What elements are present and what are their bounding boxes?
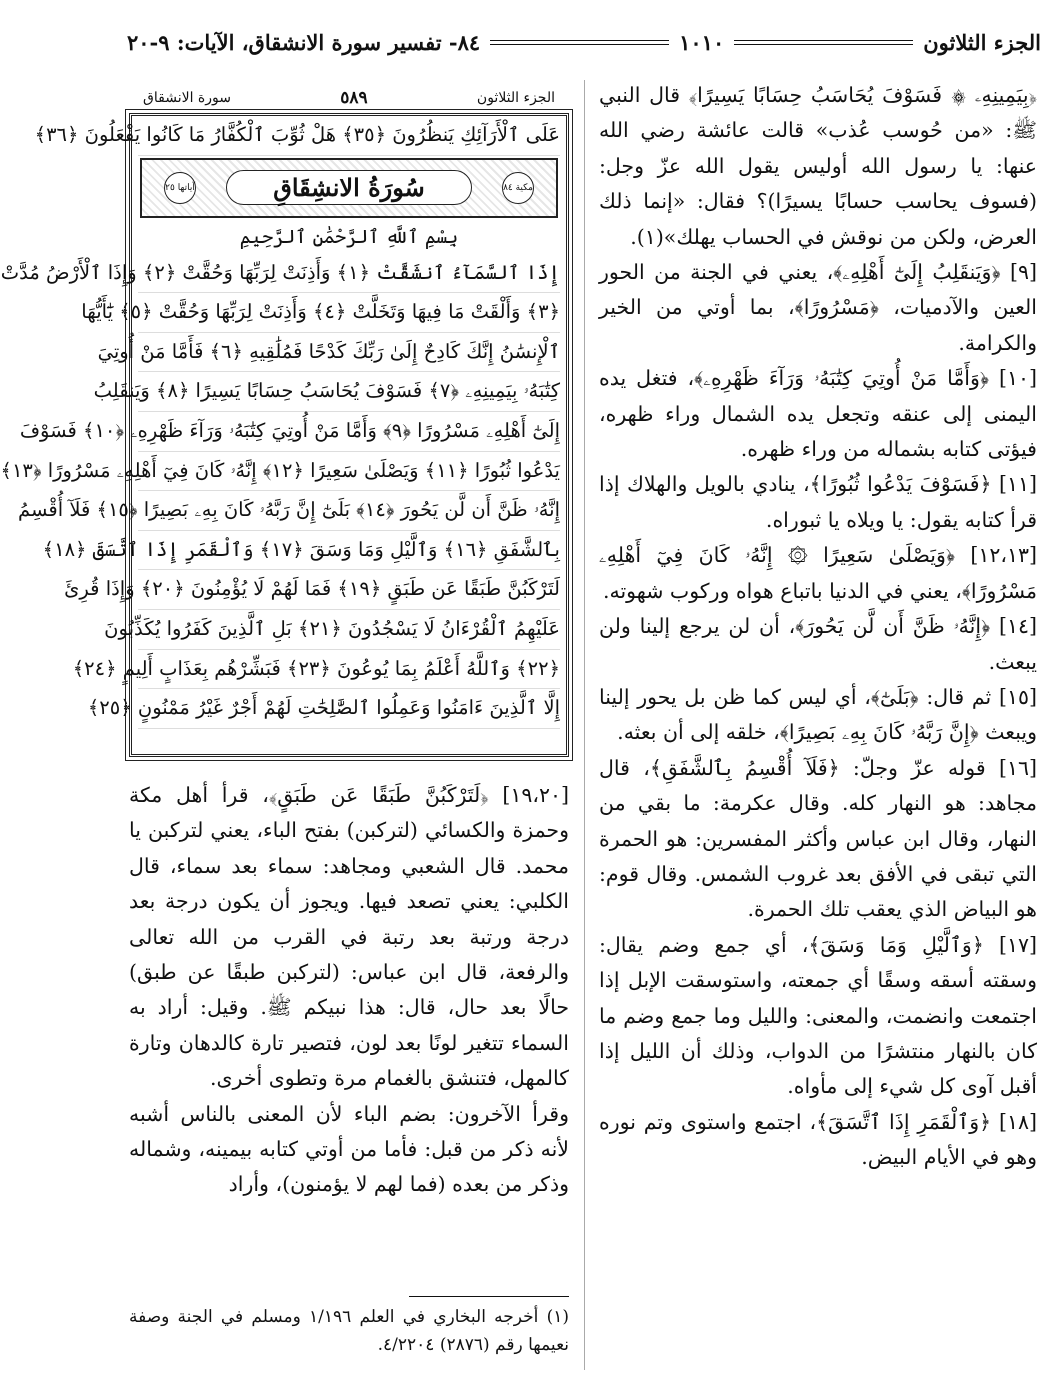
paragraph: [١٢،١٣] ﴿وَيَصْلَىٰ سَعِيرًا ۞ إِنَّهُۥ كَانَ فِيٓ أَهْلِهِۦ مَسْرُورًا﴾، يعني في الدنيا باتباع هواه وركوب شهوته. xyxy=(599,543,1037,603)
column-divider xyxy=(584,80,585,1370)
paragraph: ﴿بِيَمِينِهِۦ ۞ فَسَوْفَ يُحَاسَبُ حِسَابًا يَسِيرًا﴾ قال النبي ﷺ: «من حُوسب عُذب» قالت عائشة رضي الله عنها: يا رسول الله أوليس يقول الله عزّ وجل: (فسوف يحاسب حسابًا يسيرًا)؟ فقال: «إنما ذلك العرض، ولكن من نوقش في الحساب يهلك»(١). xyxy=(599,83,1037,249)
mushaf-part-label: الجزء الثلاثون xyxy=(476,90,555,106)
footnote: (١) أخرجه البخاري في العلم ١/١٩٦ ومسلم في الجنة وصفة نعيمها رقم (٢٨٧٦) ٤/٢٢٠٤. xyxy=(129,1307,569,1355)
surah-medal-left: آياتها ٢٥ xyxy=(164,172,196,204)
quran-line: لَتَرْكَبُنَّ طَبَقًا عَن طَبَقٍ ﴿١٩﴾ فَمَا لَهُمْ لَا يُؤْمِنُونَ ﴿٢٠﴾ وَإِذَا قُرِئَ xyxy=(138,570,560,610)
mushaf-frame xyxy=(0,113,569,757)
running-header xyxy=(127,22,1041,62)
paragraph: [١٥] ثم قال: ﴿بَلَىٰٓ﴾، أي ليس كما ظن بل يحور إلينا ويبعث ﴿إِنَّ رَبَّهُۥ كَانَ بِهِۦ بَصِيرًا﴾، خلقه إلى أن بعثه. xyxy=(599,684,1037,745)
paragraph: [١٩،٢٠] ﴿لَتَرْكَبُنَّ طَبَقًا عَن طَبَقٍ﴾، قرأ أهل مكة وحمزة والكسائي (لتركبن) بفتح الباء، يعني لتركبن يا محمد. قال الشعبي ومجاهد: سماء بعد سماء، قال الكلبي: يعني تصعد فيها. ويجوز أن يكون درجة بعد درجة ورتبة بعد رتبة في القرب من الله تعالى والرفعة، قال ابن عباس: (لتركبن طبقًا عن طبق) حالًا بعد حال، قال: هذا نبيكم ﷺ. وقيل: أراد به السماء تتغير لونًا بعد لون، فتصير تارة كالدهان وتارة كالمهل، فتنشق بالغمام مرة وتطوى أخرى. xyxy=(129,783,569,1091)
page-number: ١٠١٠ xyxy=(679,29,725,55)
paragraph: [١٤] ﴿إِنَّهُۥ ظَنَّ أَن لَّن يَحُورَ﴾، أن لن يرجع إلينا ولن يبعث. xyxy=(599,614,1037,674)
paragraph: [١٧] ﴿وَٱلَّيْلِ وَمَا وَسَقَ﴾، أي جمع وضم يقال: وسقته أسقه وسقًا أي جمعته، واستوسقت الإبل إذا اجتمعت وانضمت، والمعنى: والليل وما جمع وضم ما كان بالنهار منتشرًا من الدواب، وذلك أن الليل إذا أقبل آوى كل شيء إلى مأواه. xyxy=(599,932,1037,1099)
part-label: الجزء الثلاثون xyxy=(923,29,1041,55)
quran-line: يَدْعُوا ثُبُورًا ﴿١١﴾ وَيَصْلَىٰ سَعِيرًا ﴿١٢﴾ إِنَّهُۥ كَانَ فِيٓ أَهْلِهِۦ مَسْرُورًا ﴿١٣﴾ xyxy=(138,452,560,492)
header-rule-left xyxy=(490,40,669,45)
quran-line: ﴿٢٢﴾ وَٱللَّهُ أَعْلَمُ بِمَا يُوعُونَ ﴿٢٣﴾ فَبَشِّرْهُم بِعَذَابٍ أَلِيمٍ ﴿٢٤﴾ xyxy=(138,650,560,690)
paragraph: [١٨] ﴿وَٱلْقَمَرِ إِذَا ٱتَّسَقَ﴾، اجتمع واستوى وتم نوره وهو في الأيام البيض. xyxy=(599,1109,1037,1170)
section-title: ٨٤- تفسير سورة الانشقاق، الآيات: ٩-٢٠ xyxy=(126,29,481,55)
mushaf-page-number: ٥٨٩ xyxy=(340,88,368,108)
paragraph: [١١] ﴿فَسَوْفَ يَدْعُوا ثُبُورًا﴾، ينادي بالويل والهلاك إذا قرأ كتابه يقول: يا ويلاه يا ثبوراه. xyxy=(599,472,1037,532)
mushaf-page-header xyxy=(129,85,569,111)
quran-line: ﴿٣﴾ وَأَلْقَتْ مَا فِيهَا وَتَخَلَّتْ ﴿٤﴾ وَأَذِنَتْ لِرَبِّهَا وَحُقَّتْ ﴿٥﴾ يَٰٓأَيُّهَا xyxy=(138,293,560,333)
paragraph: [٩] ﴿وَيَنقَلِبُ إِلَىٰٓ أَهْلِهِۦ﴾، يعني في الجنة من الحور العين والآدميات، ﴿مَسْرُورًا﴾، بما أوتي من الخير والكرامة. xyxy=(599,260,1037,355)
quran-line: عَلَيْهِمُ ٱلْقُرْءَانُ لَا يَسْجُدُونَ ﴿٢١﴾ بَلِ ٱلَّذِينَ كَفَرُوا يُكَذِّبُونَ xyxy=(138,610,560,650)
mushaf-page-image xyxy=(0,85,569,757)
basmala: بِسْمِ ٱللَّهِ ٱلرَّحْمَٰنِ ٱلرَّحِيمِ xyxy=(239,225,459,248)
surah-name: سُورَةُ الانشِقَاقِ xyxy=(226,170,472,205)
mushaf-lines xyxy=(0,116,560,754)
left-column xyxy=(129,778,569,1359)
left-column-text xyxy=(129,778,569,1288)
header-rule-right xyxy=(734,40,913,45)
surah-medal-right: مكية ٨٤ xyxy=(502,172,534,204)
quran-line: إِذَا ٱلسَّمَآءُ ٱنشَقَّتْ ﴿١﴾ وَأَذِنَتْ لِرَبِّهَا وَحُقَّتْ ﴿٢﴾ وَإِذَا ٱلْأَرْضُ مُدَّتْ xyxy=(138,254,560,294)
quran-line: كِتَٰبَهُۥ بِيَمِينِهِۦ ﴿٧﴾ فَسَوْفَ يُحَاسَبُ حِسَابًا يَسِيرًا ﴿٨﴾ وَيَنقَلِبُ xyxy=(138,372,560,412)
quran-line: بِٱلشَّفَقِ ﴿١٦﴾ وَٱلَّيْلِ وَمَا وَسَقَ ﴿١٧﴾ وَٱلْقَمَرِ إِذَا ٱتَّسَقَ ﴿١٨﴾ xyxy=(138,531,560,571)
quran-line: إِنَّهُۥ ظَنَّ أَن لَّن يَحُورَ ﴿١٤﴾ بَلَىٰٓ إِنَّ رَبَّهُۥ كَانَ بِهِۦ بَصِيرًا ﴿١٥﴾ فَلَآ أُقْسِمُ xyxy=(138,491,560,531)
quran-line: إِلَىٰٓ أَهْلِهِۦ مَسْرُورًا ﴿٩﴾ وَأَمَّا مَنْ أُوتِيَ كِتَٰبَهُۥ وَرَآءَ ظَهْرِهِۦ ﴿١٠﴾ فَسَوْفَ xyxy=(138,412,560,452)
right-column xyxy=(599,78,1037,1378)
quran-line: ٱلْإِنسَٰنُ إِنَّكَ كَادِحٌ إِلَىٰ رَبِّكَ كَدْحًا فَمُلَٰقِيهِ ﴿٦﴾ فَأَمَّا مَنْ أُوتِيَ xyxy=(138,333,560,373)
paragraph: [١٠] ﴿وَأَمَّا مَنْ أُوتِيَ كِتَٰبَهُۥ وَرَآءَ ظَهْرِهِۦ﴾، فتغل يده اليمنى إلى عنقه وتجعل يده الشمال وراء ظهره، فيؤتى كتابه بشماله من وراء ظهره. xyxy=(599,366,1037,462)
quran-line: عَلَى ٱلْأَرَآئِكِ يَنظُرُونَ ﴿٣٥﴾ هَلْ ثُوِّبَ ٱلْكُفَّارُ مَا كَانُوا يَفْعَلُونَ ﴿٣٦﴾ xyxy=(138,116,560,156)
paragraph: [١٦] قوله عزّ وجلّ: ﴿فَلَآ أُقْسِمُ بِٱلشَّفَقِ﴾، قال مجاهد: هو النهار كله. وقال عكرمة: ما بقي من النهار، وقال ابن عباس وأكثر المفسرين: هو الحمرة التي تبقى في الأفق بعد غروب الشمس. وقال قوم: هو البياض الذي يعقب تلك الحمرة. xyxy=(599,755,1037,922)
quran-line: إِلَّا ٱلَّذِينَ ءَامَنُوا وَعَمِلُوا ٱلصَّٰلِحَٰتِ لَهُمْ أَجْرٌ غَيْرُ مَمْنُونٍ ﴿٢٥﴾ xyxy=(138,689,560,729)
mushaf-surah-label: سورة الانشقاق xyxy=(143,90,231,106)
footnote-rule xyxy=(409,1296,569,1297)
surah-banner xyxy=(140,158,558,218)
paragraph: وقرأ الآخرون: بضم الباء لأن المعنى بالناس أشبه لأنه ذكر من قبل: فأما من أوتي كتابه بيمينه، وشماله وذكر من بعده (فما لهم لا يؤمنون)، وأراد xyxy=(129,1101,569,1197)
